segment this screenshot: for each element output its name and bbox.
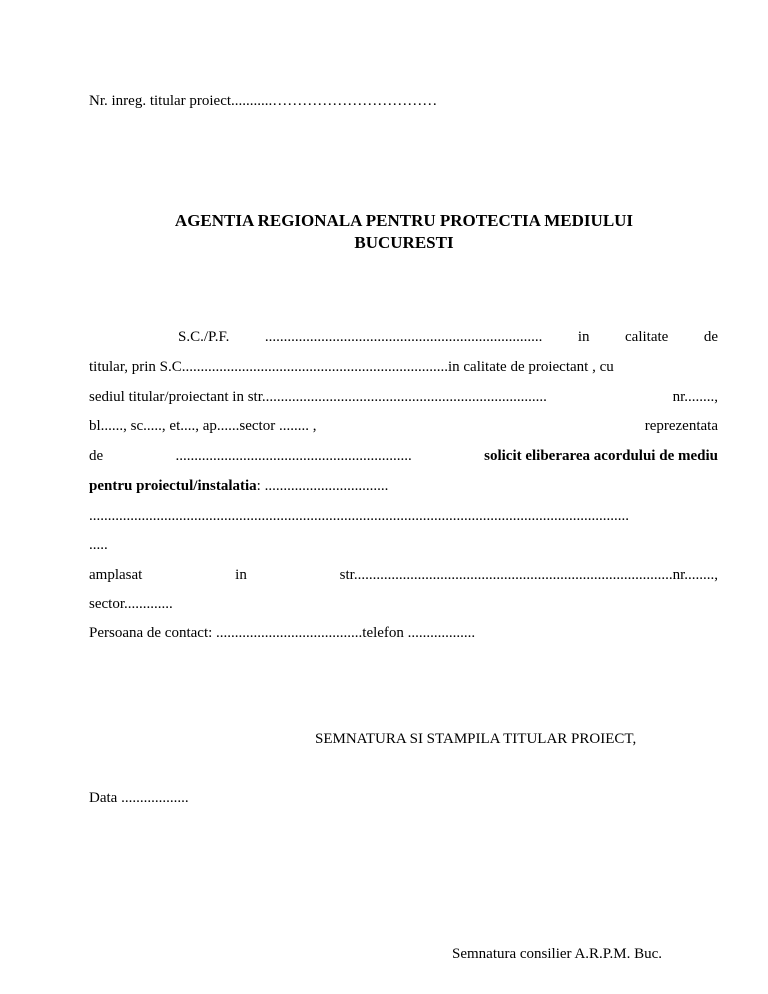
body-line-2 <box>89 358 718 376</box>
address-details-blank: bl......, sc....., et...., ap......sector ........ , <box>89 418 317 434</box>
body-line-7: ................................................................................................................................................ <box>89 508 629 524</box>
signature-stamp-title: SEMNATURA SI STAMPILA TITULAR PROIECT, <box>315 731 637 747</box>
agency-title-line-1: AGENTIA REGIONALA PENTRU PROTECTIA MEDIULUI <box>174 211 634 230</box>
word-de-2: de <box>89 448 104 464</box>
titular-proiectant-text: titular, prin S.C.......................................................................in calitate de proiectant , cu <box>89 359 614 375</box>
entity-type-label: S.C./P.F. <box>178 329 230 345</box>
entity-name-blank: .......................................................................... <box>264 329 543 345</box>
date-line: Data .................. <box>89 790 189 806</box>
body-line-5 <box>89 447 718 465</box>
word-reprezentata: reprezentata <box>644 418 718 434</box>
registration-number-line: Nr. inreg. titular proiect...........…………………………… <box>89 93 438 109</box>
request-statement: solicit eliberarea acordului de mediu <box>484 448 718 464</box>
word-de: de <box>703 329 718 345</box>
body-line-8: ..... <box>89 537 108 553</box>
word-amplasat: amplasat <box>89 567 143 583</box>
location-street-blank: str.....................................................................................nr........, <box>339 567 718 583</box>
project-blank: : ................................. <box>256 478 389 494</box>
body-line-1 <box>178 328 718 346</box>
body-line-3 <box>89 388 718 406</box>
word-in: in <box>577 329 590 345</box>
representative-blank: ............................................................... <box>175 448 412 464</box>
sediul-street-blank: sediul titular/proiectant in str............................................................................ <box>89 389 547 405</box>
project-label: pentru proiectul/instalatia <box>89 478 257 494</box>
body-line-10: sector............. <box>89 596 173 612</box>
agency-title-line-2: BUCURESTI <box>354 233 454 252</box>
body-line-6 <box>89 477 388 495</box>
body-line-4 <box>89 417 718 435</box>
word-in-2: in <box>235 567 247 583</box>
consilier-signature-line: Semnatura consilier A.R.P.M. Buc. <box>452 946 662 962</box>
body-line-9 <box>89 566 718 584</box>
street-number-blank: nr........, <box>672 389 718 405</box>
word-calitate: calitate <box>625 329 669 345</box>
contact-person-line: Persoana de contact: .......................................telefon .................. <box>89 625 476 641</box>
